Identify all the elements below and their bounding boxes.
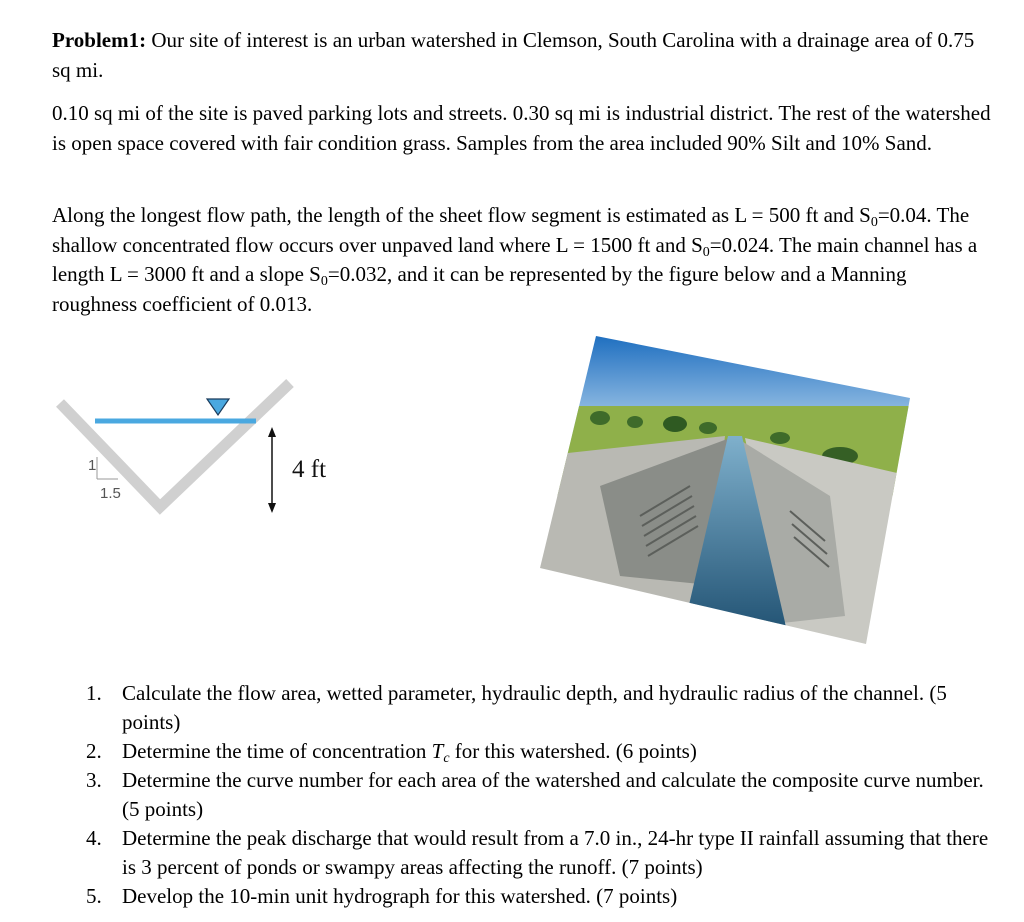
slope-subscript: 0 — [702, 244, 710, 260]
flowpath-text-d: =0.032, and it can be represented by the figure below and a Manning roughness coefficient of 0.013. — [52, 262, 907, 316]
question-item — [52, 737, 1002, 766]
question-text-pre: Determine the time of concentration — [122, 739, 432, 763]
slope-subscript: 0 — [320, 274, 328, 289]
problem-intro-paragraph — [52, 26, 992, 85]
question-item — [52, 679, 1002, 737]
flowpath-paragraph — [52, 201, 992, 319]
question-text: Develop the 10-min unit hydrograph for this watershed. (7 points) — [122, 884, 678, 908]
question-number: 3. — [86, 768, 102, 792]
question-list — [52, 679, 1002, 911]
question-item — [52, 824, 1002, 882]
question-number: 1. — [86, 681, 102, 705]
flowpath-text-a: Along the longest flow path, the length of the sheet flow segment is estimated as L = 500 ft and S — [52, 203, 871, 227]
depth-label: 4 ft — [292, 456, 327, 483]
question-number: 2. — [86, 739, 102, 763]
slope-run-label: 1.5 — [100, 485, 121, 502]
water-level-marker-icon — [207, 399, 229, 415]
question-text: Calculate the flow area, wetted parameter, hydraulic depth, and hydraulic radius of the channel. (5 points) — [122, 681, 947, 734]
problem-intro-text: Our site of interest is an urban watershed in Clemson, South Carolina with a drainage area of 0.75 sq mi. — [52, 28, 975, 82]
problem-title: Problem1: — [52, 28, 147, 52]
question-number: 4. — [86, 826, 102, 850]
channel-cross-section-figure — [40, 375, 370, 535]
tc-subscript: c — [443, 751, 450, 766]
question-item — [52, 882, 1002, 911]
landuse-paragraph: 0.10 sq mi of the site is paved parking lots and streets. 0.30 sq mi is industrial district. The rest of the watershed is open space covered with fair condition grass. Samples from the area included 90% Silt and 10% Sand. — [52, 101, 991, 155]
question-number: 5. — [86, 884, 102, 908]
flowpath-text-c: =0.024. The main channel has a length L = 3000 ft and a slope S — [52, 232, 978, 286]
question-text: Determine the curve number for each area of the watershed and calculate the composite curve number. (5 points) — [122, 768, 984, 821]
slope-rise-label: 1 — [88, 457, 97, 474]
question-text: Determine the peak discharge that would result from a 7.0 in., 24-hr type II rainfall assuming that there is 3 percent of ponds or swampy areas affecting the runoff. (7 points) — [122, 826, 989, 879]
depth-arrow-down-icon — [268, 503, 276, 513]
question-item — [52, 766, 1002, 824]
canal-photo — [540, 336, 910, 644]
slope-subscript: 0 — [870, 215, 878, 230]
flowpath-text-b: =0.04. The shallow concentrated flow occurs over unpaved land where L = 1500 ft and S — [52, 203, 970, 257]
tc-symbol: T — [431, 739, 444, 763]
question-text-post: for this watershed. (6 points) — [449, 739, 697, 763]
channel-wall — [60, 383, 290, 507]
depth-arrow-up-icon — [268, 427, 276, 437]
